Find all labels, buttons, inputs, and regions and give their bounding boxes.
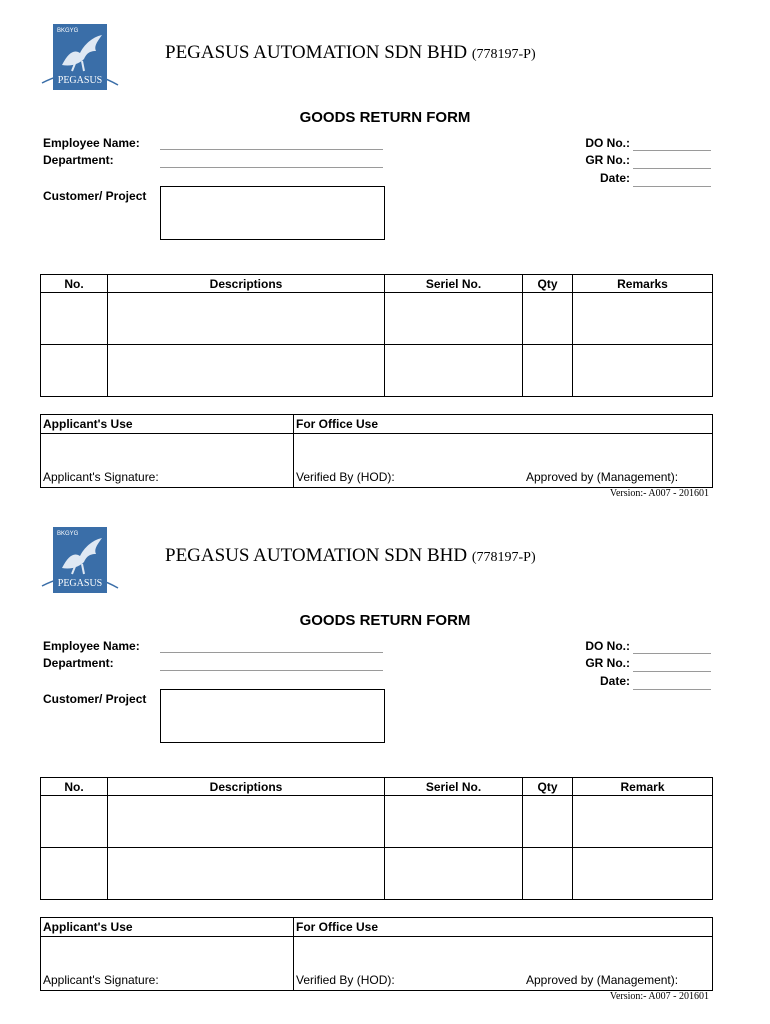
- employee-name-field[interactable]: [160, 149, 383, 150]
- version-text: Version:- A007 - 201601: [609, 991, 709, 1002]
- applicants-use-heading: Applicant's Use: [43, 920, 133, 934]
- date-label: Date:: [599, 171, 630, 185]
- column-header-no: No.: [41, 778, 108, 796]
- table-cell[interactable]: [523, 345, 573, 397]
- table-cell[interactable]: [108, 848, 385, 900]
- table-cell[interactable]: [573, 345, 713, 397]
- table-row: [41, 848, 713, 900]
- gr-no-label: GR No.:: [585, 656, 630, 670]
- table-cell[interactable]: [108, 293, 385, 345]
- table-cell[interactable]: [573, 796, 713, 848]
- form-title: GOODS RETURN FORM: [299, 109, 471, 126]
- table-cell[interactable]: [41, 345, 108, 397]
- table-cell[interactable]: [385, 345, 523, 397]
- logo-text: PEGASUS: [57, 75, 103, 86]
- gr-no-field[interactable]: [633, 671, 711, 672]
- date-field[interactable]: [633, 689, 711, 690]
- table-row: [41, 796, 713, 848]
- table-cell[interactable]: [41, 293, 108, 345]
- column-header-descriptions: Descriptions: [108, 275, 385, 293]
- customer-project-label: Customer/ Project: [43, 692, 147, 706]
- company-name: [165, 545, 536, 567]
- column-header-serial-no: Seriel No.: [385, 778, 523, 796]
- department-label: Department:: [43, 153, 114, 167]
- company-reg: (778197-P): [471, 47, 536, 62]
- employee-name-label: Employee Name:: [43, 136, 140, 150]
- do-no-field[interactable]: [633, 150, 711, 151]
- office-use-heading: For Office Use: [296, 417, 379, 431]
- signature-divider: [293, 415, 294, 487]
- table-cell[interactable]: [41, 796, 108, 848]
- do-no-label: DO No.:: [585, 136, 630, 150]
- logo-small-text: BKGYG: [57, 531, 79, 537]
- table-cell[interactable]: [523, 293, 573, 345]
- applicant-signature-label: Applicant's Signature:: [43, 973, 159, 987]
- company-name: [165, 42, 536, 64]
- office-use-heading: For Office Use: [296, 920, 379, 934]
- department-label: Department:: [43, 656, 114, 670]
- customer-project-box[interactable]: [160, 186, 385, 240]
- goods-return-form: [0, 503, 770, 1003]
- table-cell[interactable]: [385, 796, 523, 848]
- pegasus-logo: [40, 526, 120, 596]
- date-field[interactable]: [633, 186, 711, 187]
- items-table: [40, 274, 713, 397]
- pegasus-logo: [40, 23, 120, 93]
- column-header-qty: Qty: [523, 275, 573, 293]
- employee-name-field[interactable]: [160, 652, 383, 653]
- column-header-descriptions: Descriptions: [108, 778, 385, 796]
- table-cell[interactable]: [385, 293, 523, 345]
- verified-by-label: Verified By (HOD):: [296, 973, 395, 987]
- date-label: Date:: [599, 674, 630, 688]
- table-cell[interactable]: [41, 848, 108, 900]
- table-cell[interactable]: [385, 848, 523, 900]
- customer-project-box[interactable]: [160, 689, 385, 743]
- table-cell[interactable]: [108, 345, 385, 397]
- form-title: GOODS RETURN FORM: [299, 612, 471, 629]
- signature-section: [40, 917, 713, 991]
- table-cell[interactable]: [573, 848, 713, 900]
- table-row: [41, 293, 713, 345]
- column-header-remarks: Remarks: [573, 275, 713, 293]
- signature-divider: [293, 918, 294, 990]
- gr-no-field[interactable]: [633, 168, 711, 169]
- logo-text: PEGASUS: [57, 578, 103, 589]
- applicant-signature-label: Applicant's Signature:: [43, 470, 159, 484]
- company-reg: (778197-P): [471, 550, 536, 565]
- table-cell[interactable]: [523, 796, 573, 848]
- customer-project-label: Customer/ Project: [43, 189, 147, 203]
- verified-by-label: Verified By (HOD):: [296, 470, 395, 484]
- column-header-remarks: Remark: [573, 778, 713, 796]
- approved-by-label: Approved by (Management):: [526, 470, 679, 484]
- goods-return-form: [0, 0, 770, 500]
- do-no-label: DO No.:: [585, 639, 630, 653]
- column-header-no: No.: [41, 275, 108, 293]
- table-cell[interactable]: [523, 848, 573, 900]
- table-cell[interactable]: [108, 796, 385, 848]
- logo-small-text: BKGYG: [57, 28, 79, 34]
- applicants-use-heading: Applicant's Use: [43, 417, 133, 431]
- company-name-text: PEGASUS AUTOMATION SDN BHD: [165, 545, 468, 566]
- column-header-qty: Qty: [523, 778, 573, 796]
- department-field[interactable]: [160, 167, 383, 168]
- department-field[interactable]: [160, 670, 383, 671]
- employee-name-label: Employee Name:: [43, 639, 140, 653]
- company-name-text: PEGASUS AUTOMATION SDN BHD: [165, 42, 468, 63]
- approved-by-label: Approved by (Management):: [526, 973, 679, 987]
- table-row: [41, 345, 713, 397]
- column-header-serial-no: Seriel No.: [385, 275, 523, 293]
- table-header-row: [41, 778, 713, 796]
- signature-section: [40, 414, 713, 488]
- table-cell[interactable]: [573, 293, 713, 345]
- items-table: [40, 777, 713, 900]
- version-text: Version:- A007 - 201601: [609, 488, 709, 499]
- gr-no-label: GR No.:: [585, 153, 630, 167]
- do-no-field[interactable]: [633, 653, 711, 654]
- table-header-row: [41, 275, 713, 293]
